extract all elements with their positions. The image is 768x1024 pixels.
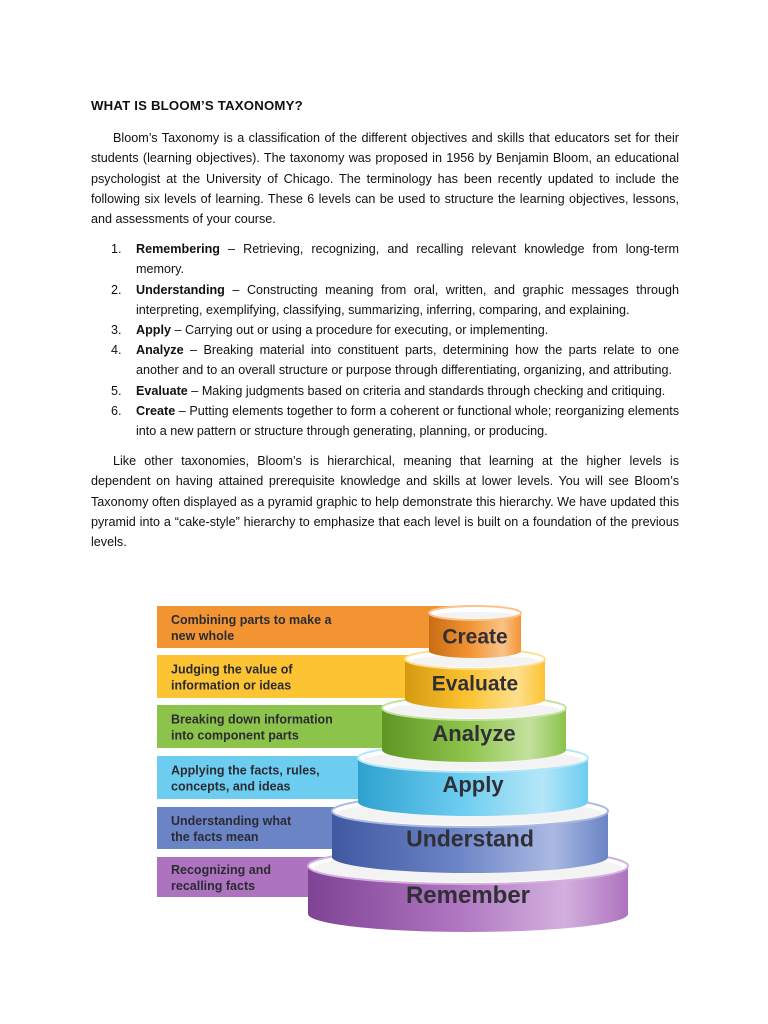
- tier-label-apply: Apply: [442, 772, 504, 798]
- tier-create: [157, 606, 521, 658]
- levels-list: [91, 239, 679, 441]
- tier-top-inner: [435, 612, 515, 618]
- tier-desc-line2: concepts, and ideas: [171, 779, 291, 794]
- tier-evaluate: [157, 649, 545, 709]
- level-number: 6.: [111, 403, 122, 418]
- level-item-analyze: [91, 340, 679, 380]
- level-item-create: [91, 401, 679, 441]
- level-number: 1.: [111, 242, 122, 257]
- tier-desc-line2: recalling facts: [171, 879, 256, 893]
- document-body: [91, 96, 679, 562]
- bloom-cake-svg: [150, 598, 640, 968]
- level-name: Create: [136, 403, 176, 418]
- tier-desc-line1: Combining parts to make a: [171, 613, 332, 627]
- tier-desc-line1: Recognizing and: [171, 863, 271, 877]
- tier-desc-line2: new whole: [171, 629, 235, 643]
- level-number: 2.: [111, 282, 122, 297]
- tier-desc-line2: into component parts: [171, 728, 299, 743]
- level-number: 5.: [111, 383, 122, 398]
- tier-desc-line2: the facts mean: [171, 830, 259, 844]
- tier-desc-line1: Breaking down information: [171, 712, 333, 727]
- level-description: – Breaking material into constituent parts, determining how the parts relate to one another and to an overall structure or purpose through differentiating, organizing, and attributing.: [136, 343, 679, 378]
- tier-desc-line1: Judging the value of: [171, 662, 293, 677]
- level-description: – Retrieving, recognizing, and recalling relevant knowledge from long-term memory.: [136, 242, 679, 277]
- tier-label-remember: Remember: [405, 882, 531, 910]
- level-name: Evaluate: [136, 383, 188, 398]
- tier-label-understand: Understand: [406, 825, 534, 852]
- level-description: – Putting elements together to form a coherent or functional whole; reorganizing elements into a new pattern or structure through generating, planning, or producing.: [136, 403, 679, 439]
- tier-desc-line2: information or ideas: [171, 678, 292, 693]
- level-item-remembering: [91, 239, 679, 279]
- tier-desc-line1: Understanding what: [171, 814, 292, 828]
- intro-paragraph: Bloom’s Taxonomy is a classification of the different objectives and skills that educators set for their students (learning objectives). The taxonomy was proposed in 1956 by Benjamin Bloom, an educational psychologist at the University of Chicago. The terminology has been recently updated to include the following six levels of learning. These 6 levels can be used to structure the learning objectives, lessons, and assessments of your course.: [91, 131, 679, 227]
- level-description: – Carrying out or using a procedure for executing, or implementing.: [170, 323, 549, 338]
- page-title: WHAT IS BLOOM’S TAXONOMY?: [91, 98, 303, 113]
- level-item-evaluate: [91, 381, 679, 401]
- tier-label-create: Create: [442, 625, 508, 649]
- tier-desc-line1: Applying the facts, rules,: [171, 763, 320, 778]
- level-name: Remembering: [136, 242, 220, 257]
- level-name: Apply: [136, 323, 171, 338]
- tier-label-analyze: Analyze: [432, 721, 516, 747]
- closing-paragraph: Like other taxonomies, Bloom’s is hierarchical, meaning that learning at the higher levels is dependent on having attained prerequisite knowledge and skills at lower levels. You will see Bloom’s Taxonomy often displayed as a pyramid graphic to help demonstrate this hierarchy. We have updated this pyramid into a “cake-style” hierarchy to emphasize that each level is built on a foundation of the previous levels.: [91, 454, 679, 550]
- level-number: 3.: [111, 323, 122, 338]
- level-item-apply: [91, 320, 679, 340]
- bloom-cake-graphic: [150, 598, 640, 968]
- level-number: 4.: [111, 343, 122, 358]
- level-name: Understanding: [136, 282, 225, 297]
- level-item-understanding: [91, 280, 679, 320]
- level-description: – Making judgments based on criteria and standards through checking and critiquing.: [187, 383, 666, 398]
- level-description: – Constructing meaning from oral, written, and graphic messages through interpreting, exemplifying, classifying, summarizing, inferring, comparing, and explaining.: [136, 282, 679, 317]
- level-name: Analyze: [136, 343, 184, 358]
- tier-label-evaluate: Evaluate: [431, 672, 519, 696]
